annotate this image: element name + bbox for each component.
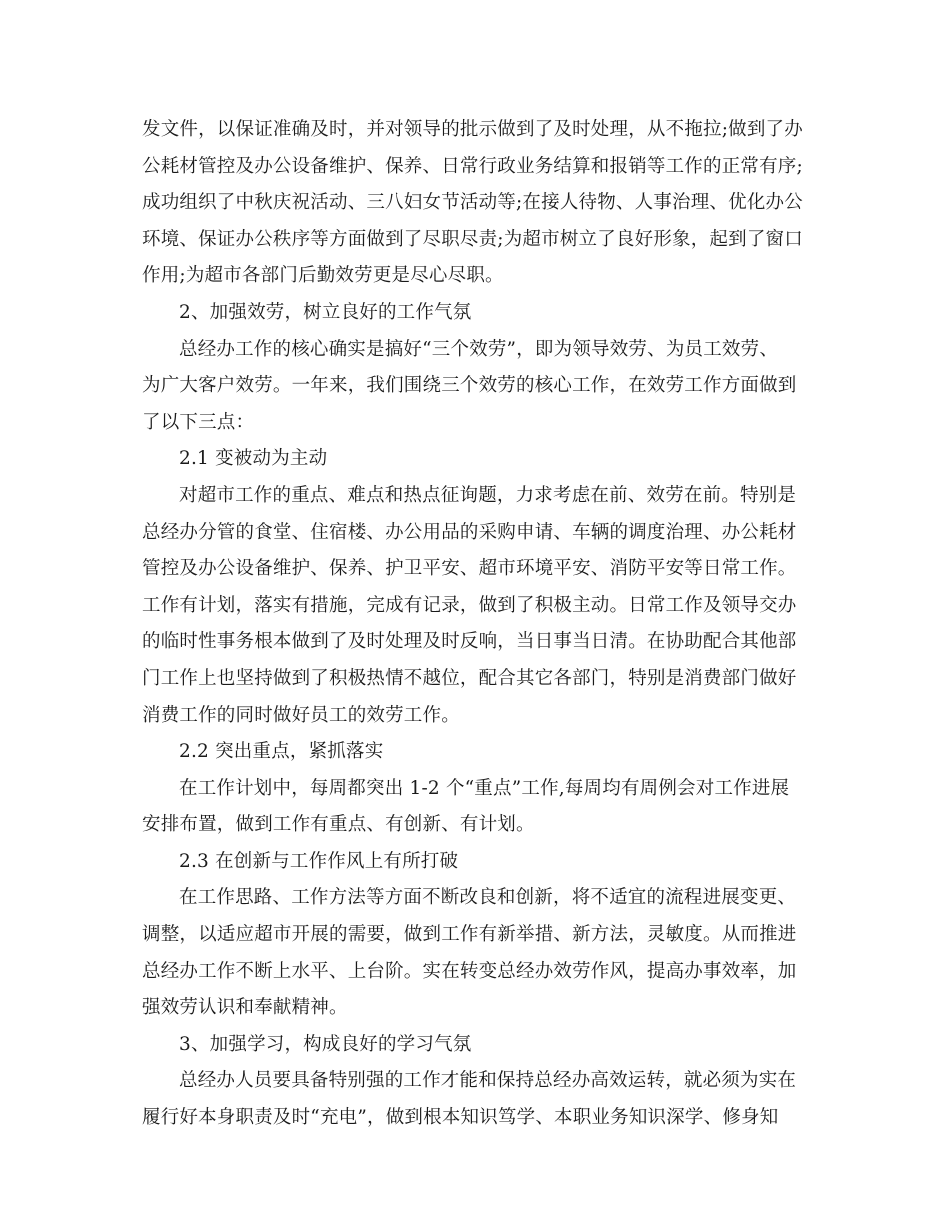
text-line: 2、加强效劳，树立良好的工作气氛 bbox=[179, 301, 472, 323]
text-line: 总经办工作不断上水平、上台阶。实在转变总经办效劳作风，提高办事效率，加 bbox=[142, 960, 797, 982]
text-line: 环境、保证办公秩序等方面做到了尽职尽责;为超市树立了良好形象，起到了窗口 bbox=[142, 228, 803, 250]
text-line: 对超市工作的重点、难点和热点征询题，力求考虑在前、效劳在前。特别是 bbox=[179, 484, 797, 506]
text-line: 2.2 突出重点，紧抓落实 bbox=[179, 741, 384, 763]
text-line: 门工作上也坚持做到了积极热情不越位，配合其它各部门，特别是消费部门做好 bbox=[142, 667, 797, 689]
text-line: 工作有计划，落实有措施，完成有记录，做到了积极主动。日常工作及领导交办 bbox=[142, 594, 797, 616]
text-line: 为广大客户效劳。一年来，我们围绕三个效劳的核心工作，在效劳工作方面做到 bbox=[142, 375, 797, 397]
text-line: 安排布置，做到工作有重点、有创新、有计划。 bbox=[142, 814, 535, 836]
document-page bbox=[142, 112, 810, 1137]
text-line: 2.1 变被动为主动 bbox=[179, 448, 328, 470]
text-line: 公耗材管控及办公设备维护、保养、日常行政业务结算和报销等工作的正常有序; bbox=[142, 155, 803, 177]
text-line: 3、加强学习，构成良好的学习气氛 bbox=[179, 1033, 472, 1055]
text-line: 履行好本身职责及时“充电”，做到根本知识笃学、本职业务知识深学、修身知 bbox=[142, 1107, 779, 1129]
text-line: 在工作思路、工作方法等方面不断改良和创新，将不适宜的流程进展变更、 bbox=[179, 887, 797, 909]
text-line: 发文件，以保证准确及时，并对领导的批示做到了及时处理，从不拖拉;做到了办 bbox=[142, 119, 803, 140]
text-line: 消费工作的同时做好员工的效劳工作。 bbox=[142, 704, 460, 726]
text-line: 总经办工作的核心确实是搞好“三个效劳”，即为领导效劳、为员工效劳、 bbox=[179, 338, 779, 360]
text-line: 强效劳认识和奉献精神。 bbox=[142, 997, 348, 1019]
text-line: 管控及办公设备维护、保养、护卫平安、超市环境平安、消防平安等日常工作。 bbox=[142, 558, 797, 580]
text-line: 的临时性事务根本做到了及时处理及时反响，当日事当日清。在协助配合其他部 bbox=[142, 631, 797, 653]
text-line: 作用;为超市各部门后勤效劳更是尽心尽职。 bbox=[142, 265, 504, 287]
text-line: 成功组织了中秋庆祝活动、三八妇女节活动等;在接人待物、人事治理、优化办公 bbox=[142, 192, 803, 214]
text-line: 了以下三点： bbox=[142, 411, 255, 433]
text-line: 调整，以适应超市开展的需要，做到工作有新举措、新方法，灵敏度。从而推进 bbox=[142, 924, 797, 946]
text-line: 在工作计划中，每周都突出 1-2 个“重点”工作,每周均有周例会对工作进展 bbox=[179, 777, 790, 799]
text-line: 总经办人员要具备特别强的工作才能和保持总经办高效运转，就必须为实在 bbox=[179, 1070, 797, 1092]
text-line: 2.3 在创新与工作作风上有所打破 bbox=[179, 850, 459, 872]
text-line: 总经办分管的食堂、住宿楼、办公用品的采购申请、车辆的调度治理、办公耗材 bbox=[142, 521, 797, 543]
